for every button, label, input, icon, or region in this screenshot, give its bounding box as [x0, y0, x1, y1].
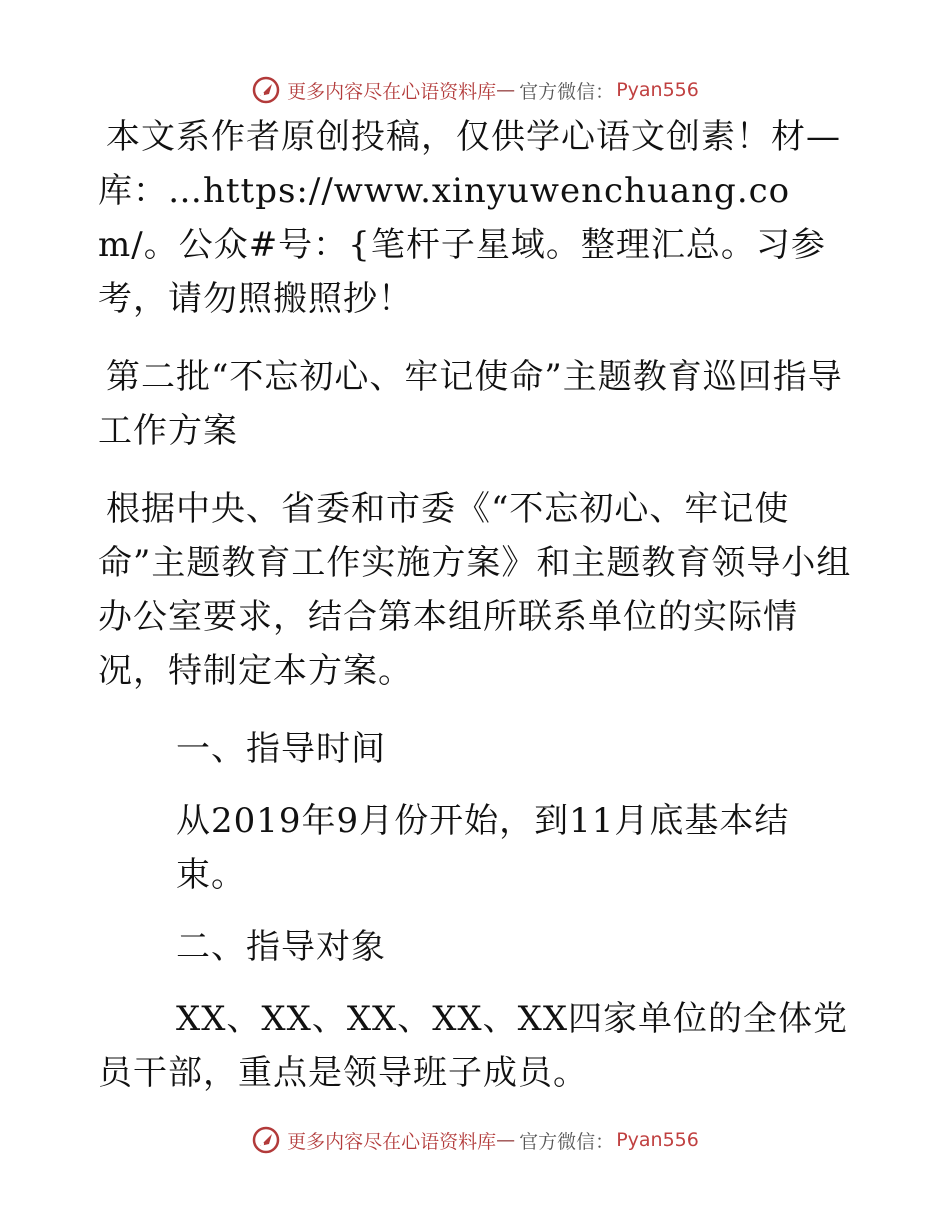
section-2-heading: 二、指导对象 [176, 927, 386, 967]
watermark-label: 官方微信： [519, 1130, 615, 1153]
watermark-footer [0, 1120, 950, 1160]
watermark-wechat-id: Pyan556 [616, 1129, 699, 1151]
section-1-body: 从2019年9月份开始，到11月底基本结束。 [176, 801, 790, 895]
watermark-wechat-id: Pyan556 [616, 79, 699, 101]
watermark-text: 更多内容尽在心语资料库 [287, 1130, 497, 1153]
basis-paragraph: 根据中央、省委和市委《“不忘初心、牢记使命”主题教育工作实施方案》和主题教育领导小组办公室要求，结合第本组所联系单位的实际情况，特制定本方案。 [98, 489, 852, 691]
watermark-separator: — [496, 1129, 516, 1151]
quill-logo-icon [251, 75, 281, 105]
quill-logo-icon [251, 1125, 281, 1155]
section-2-body: XX、XX、XX、XX、XX四家单位的全体党员干部，重点是领导班子成员。 [98, 999, 849, 1093]
watermark-header [0, 70, 950, 110]
watermark-label: 官方微信： [519, 80, 615, 103]
section-1-heading: 一、指导时间 [176, 729, 386, 769]
document-body [98, 110, 858, 1100]
intro-paragraph: 本文系作者原创投稿，仅供学心语文创素！材—库：…https://www.xinyuwenchuang.com/。公众#号：{笔杆子星域。整理汇总。习参考，请勿照搬照抄！ [98, 117, 841, 319]
watermark-text: 更多内容尽在心语资料库 [287, 80, 497, 103]
watermark-separator: — [496, 79, 516, 101]
document-title: 第二批“不忘初心、牢记使命”主题教育巡回指导工作方案 [98, 357, 843, 451]
